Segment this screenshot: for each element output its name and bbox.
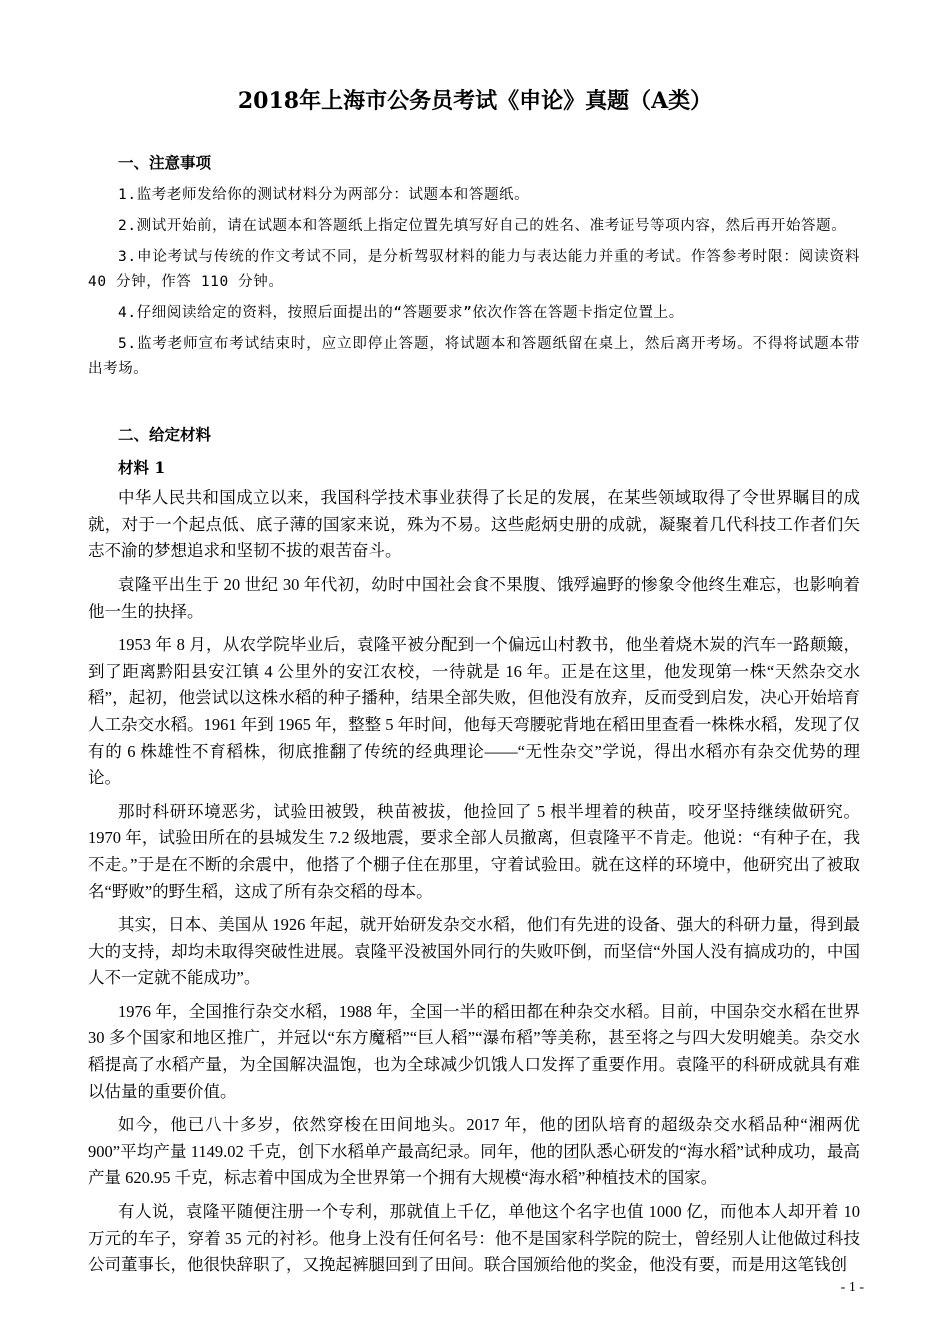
notice-item: 3.申论考试与传统的作文考试不同，是分析驾驭材料的能力与表达能力并重的考试。作答参考时限：阅读资料 40 分钟，作答 110 分钟。 [88,248,860,290]
material-paragraph: 那时科研环境恶劣，试验田被毁，秧苗被拔，他捡回了 5 根半埋着的秧苗，咬牙坚持继续做研究。1970 年，试验田所在的县城发生 7.2 级地震，要求全部人员撤离，但袁隆平不肯走。他说：“有种子在，我不走。”于是在不断的余震中，他搭了个棚子住在那里，守着试验田。就在这样的环境中，他研究出了被取名“野败”的野生稻，这成了所有杂交稻的母本。 [88,801,860,901]
materials-section [88,422,860,1286]
material-paragraph: 有人说，袁隆平随便注册一个专利，那就值上千亿，单他这个名字也值 1000 亿，而他本人却开着 10 万元的车子，穿着 35 元的衬衫。他身上没有任何名号：他不是国家科学院的院士，曾经别人让他做过科技公司董事长，他很快辞职了，又挽起裤腿回到了田间。联合国颁给他的奖金，他没有要，而是用这笔钱创 [88,1202,860,1275]
material-paragraph: 如今，他已八十多岁，依然穿梭在田间地头。2017 年，他的团队培育的超级杂交水稻品种“湘两优 900”平均产量 1149.02 千克，创下水稻单产最高纪录。同年，他的团队悉心研发的“海水稻”试种成功，最高产量 620.95 千克，标志着中国成为全世界第一个拥有大规模“海水稻”种植技术的国家。 [88,1115,860,1188]
notice-section [88,150,860,388]
material-paragraph: 1953 年 8 月，从农学院毕业后，袁隆平被分配到一个偏远山村教书，他坐着烧木炭的汽车一路颠簸，到了距离黔阳县安江镇 4 公里外的安江农校，一待就是 16 年。正是在这里，他发现第一株“天然杂交水稻”，起初，他尝试以这株水稻的种子播种，结果全部失败，但他没有放弃，反而受到启发，决心开始培育人工杂交水稻。1961 年到 1965 年，整整 5 年时间，他每天弯腰驼背地在稻田里查看一株株水稻，发现了仅有的 6 株雄性不育稻株，彻底推翻了传统的经典理论——“无性杂交”学说，得出水稻亦有杂交优势的理论。 [88,635,860,788]
material-paragraph: 中华人民共和国成立以来，我国科学技术事业获得了长足的发展，在某些领域取得了令世界瞩目的成就，对于一个起点低、底子薄的国家来说，殊为不易。这些彪炳史册的成就，凝聚着几代科技工作者们矢志不渝的梦想追求和坚韧不拔的艰苦奋斗。 [88,488,860,561]
materials-heading: 二、给定材料 [118,425,212,444]
notice-heading: 一、注意事项 [118,153,212,172]
notice-item: 5.监考老师宣布考试结束时，应立即停止答题，将试题本和答题纸留在桌上，然后离开考场。不得将试题本带出考场。 [88,335,860,377]
notice-item: 2.测试开始前，请在试题本和答题纸上指定位置先填写好自己的姓名、准考证号等项内容，然后再开始答题。 [118,217,847,234]
notice-item: 4.仔细阅读给定的资料，按照后面提出的“答题要求”依次作答在答题卡指定位置上。 [118,304,684,321]
notice-item: 1.监考老师发给你的测试材料分为两部分：试题本和答题纸。 [118,186,530,203]
document-title: 2018年上海市公务员考试《申论》真题（A类） [237,88,713,114]
material-paragraph: 其实，日本、美国从 1926 年起，就开始研发杂交水稻，他们有先进的设备、强大的科研力量，得到最大的支持，却均未取得突破性进展。袁隆平没被国外同行的失败吓倒，而坚信“外国人没有搞成功的，中国人不一定就不能成功”。 [88,915,860,988]
material-paragraph: 袁隆平出生于 20 世纪 30 年代初，幼时中国社会食不果腹、饿殍遍野的惨象令他终生难忘，也影响着他一生的抉择。 [88,574,860,621]
page-number: - 1 - [840,1280,864,1295]
material-paragraph: 1976 年，全国推行杂交水稻，1988 年，全国一半的稻田都在种杂交水稻。目前，中国杂交水稻在世界 30 多个国家和地区推广，并冠以“东方魔稻”“巨人稻”“瀑布稻”等美称，甚至将之与四大发明媲美。杂交水稻提高了水稻产量，为全国解决温饱，也为全球减少饥饿人口发挥了重要作用。袁隆平的科研成就具有难以估量的重要价值。 [88,1001,860,1101]
material-label: 材料 1 [118,457,166,477]
